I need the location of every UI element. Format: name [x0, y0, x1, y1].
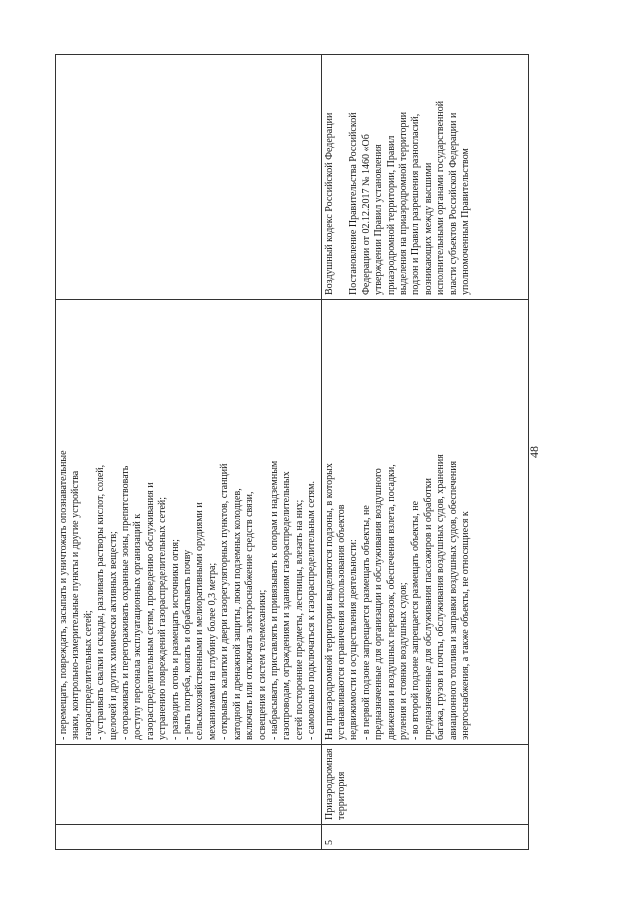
text-line: включать или отключать электроснабжение средств связи,: [244, 491, 256, 740]
law-line: возникающих между высшими: [422, 162, 434, 295]
text-line: энергоснабжения, а также объекты, не относящиеся к: [460, 511, 471, 740]
text-line: - разводить огонь и размещать источники огня;: [169, 539, 181, 740]
text-line: - перемещать, повреждать, засыпать и уничтожать опознавательные: [58, 450, 69, 740]
law-line: уполномоченным Правительством: [460, 148, 471, 295]
table-row: [321, 55, 528, 850]
text-line: - огораживать и перегораживать охранные зоны, препятствовать: [120, 465, 132, 740]
page-number: 48: [527, 446, 541, 458]
legal-basis-cell: [321, 55, 528, 300]
text-line: - устраивать свалки и склады, разливать растворы кислот, солей,: [95, 464, 107, 740]
text-line: - во второй подзоне запрещается размещать объекты, не: [410, 500, 422, 740]
text-line: освещения и систем телемеханики;: [256, 589, 268, 740]
text-line: устанавливаются ограничения использования объектов: [335, 504, 347, 740]
text-line: сетей посторонние предметы, лестницы, влезать на них;: [293, 499, 305, 740]
law-line: приаэродромной территории, Правил: [385, 135, 397, 295]
text-line: - открывать калитки и двери газорегуляторных пунктов, станций: [219, 463, 231, 740]
text-line: предназначенные для обслуживания пассажиров и обработки: [422, 478, 434, 740]
zone-name-cell: [56, 745, 322, 825]
text-line: движения и воздушных перевозок, обеспечения взлета, посадки,: [385, 464, 397, 740]
text-line: недвижимости и осуществления деятельности:: [348, 539, 360, 740]
law-line: утверждении Правил установления: [373, 144, 385, 295]
text-line: - самовольно подключаться к газораспределительным сетям.: [306, 481, 318, 740]
law-line: подзон и Правил разрешения разногласий,: [410, 113, 422, 295]
text-line: устранению повреждений газораспределительных сетей;: [157, 496, 169, 740]
text-line: знаки, контрольно-измерительные пункты и другие устройства: [70, 470, 82, 740]
row-number-cell: 5: [321, 825, 528, 850]
text-line: багажа, грузов и почты, обслуживания воздушных судов, хранения: [435, 454, 447, 740]
landscape-sheet: [55, 55, 525, 850]
text-line: газораспределительных сетей;: [82, 610, 94, 740]
text-line: газораспределительным сетям, проведению обслуживания и: [144, 482, 156, 740]
table-row: [56, 55, 322, 850]
law-line: выделения на приаэродромной территории: [397, 111, 409, 295]
text-line: катодной и дренажной защиты, люки подземных колодцев,: [231, 488, 243, 740]
law-line: власти субъектов Российской Федерации и: [447, 112, 459, 295]
restrictions-cell: [56, 300, 322, 745]
legal-basis-cell: [56, 55, 322, 300]
text-line: На приаэродромной территории выделяются подзоны, в которых: [323, 463, 335, 740]
text-line: - рыть погреба, копать и обрабатывать почву: [182, 549, 194, 740]
zone-name-cell: Приаэродромная территория: [321, 745, 528, 825]
text-line: - набрасывать, приставлять и привязывать к опорам и надземным: [268, 460, 280, 740]
text-line: механизмами на глубину более 0,3 метра;: [206, 562, 218, 740]
text-line: предназначенные для организации и обслуживания воздушного: [373, 468, 385, 740]
law-line: Федерации от 02.12.2017 № 1460 «Об: [360, 134, 372, 295]
text-line: сельскохозяйственными и мелиоративными орудиями и: [194, 502, 206, 740]
text-line: авиационного топлива и заправки воздушных судов, обеспечения: [447, 460, 459, 740]
text-line: щелочей и других химически активных веществ;: [107, 531, 119, 740]
text-line: руления и стоянки воздушных судов;: [397, 582, 409, 740]
restrictions-cell: [321, 300, 528, 745]
zones-table: [55, 54, 529, 850]
law-line: Воздушный кодекс Российской Федерации: [323, 112, 335, 295]
law-line: исполнительными органами государственной: [435, 100, 447, 295]
text-line: газопроводам, ограждениям и зданиям газораспределительных: [281, 471, 293, 740]
text-line: - в первой подзоне запрещается размещать объекты, не: [360, 505, 372, 740]
row-number-cell: [56, 825, 322, 850]
law-line: Постановление Правительства Российской: [348, 112, 360, 295]
text-line: доступу персонала эксплуатационных организаций к: [132, 513, 144, 740]
law-line: [336, 59, 348, 295]
